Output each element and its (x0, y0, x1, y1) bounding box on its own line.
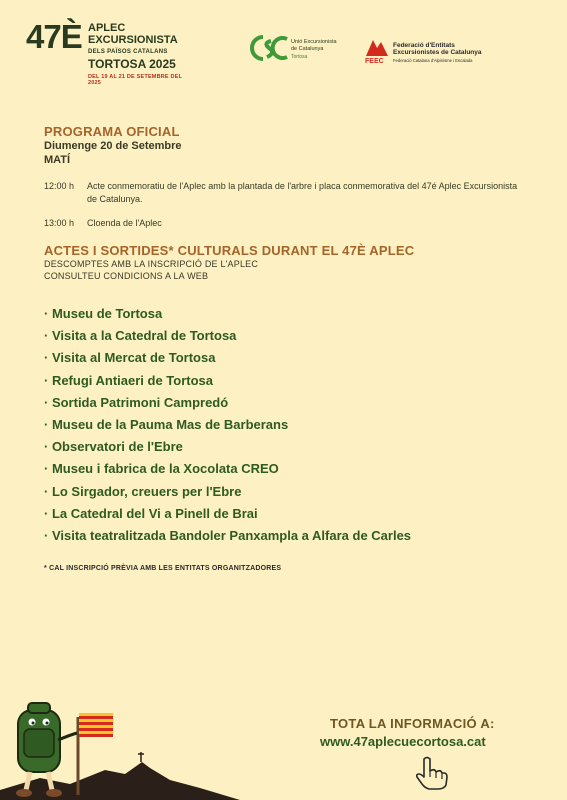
list-item: · Refugi Antiaeri de Tortosa (44, 372, 214, 388)
schedule-time-2: 13:00 h (44, 218, 75, 228)
program-period: MATÍ (44, 154, 71, 166)
program-date: Diumenge 20 de Setembre (44, 140, 182, 152)
list-item: · La Catedral del Vi a Pinell de Brai (44, 505, 258, 521)
feec-logo-text: Federació d'Entitats Excursionistes de Catalunya (393, 42, 482, 57)
feec-logo-subtitle: Federació Catalana d'Alpinisme i Escalada (393, 58, 473, 63)
cultural-title: ACTES I SORTIDES* CULTURALS DURANT EL 47È APLEC (44, 243, 415, 258)
schedule-time-1: 12:00 h (44, 181, 75, 191)
uec-logo-icon (249, 33, 289, 63)
uec-logo-text: Unió Excursionista de Catalunya (291, 39, 337, 52)
website-link[interactable]: www.47aplecuecortosa.cat (320, 734, 486, 749)
feec-acronym: FEEC (365, 58, 384, 64)
list-item: · Visita a la Catedral de Tortosa (44, 328, 237, 344)
uec-logo-city: Tortosa (291, 54, 308, 60)
aplec-logo-line4: TORTOSA 2025 (88, 57, 176, 71)
list-item: · Visita teatralitzada Bandoler Panxampla a Alfara de Carles (44, 527, 412, 543)
aplec-logo (26, 18, 196, 90)
list-item: · Museu de la Pauma Mas de Barberans (44, 416, 289, 432)
uec-logo (249, 33, 359, 65)
aplec-logo-number: 47È (26, 18, 82, 55)
aplec-logo-line2: EXCURSIONISTA (88, 34, 178, 46)
feec-logo (364, 36, 494, 68)
aplec-logo-dates: DEL 19 AL 21 DE SETEMBRE DEL 2025 (88, 74, 183, 86)
schedule-desc-2: Cloenda de l'Aplec (87, 218, 162, 228)
schedule-desc-1: Acte conmemoratiu de l'Aplec amb la plantada de l'arbre i placa conmemorativa del 47é Aplec Excursionista de Catalunya. (87, 181, 518, 204)
footnote: * CAL INSCRIPCIÓ PRÈVIA AMB LES ENTITATS ORGANITZADORES (44, 565, 282, 572)
program-title: PROGRAMA OFICIAL (44, 124, 180, 139)
cultural-note-conditions: CONSULTEU CONDICIONS A LA WEB (44, 271, 209, 281)
list-item: · Sortida Patrimoni Campredó (44, 394, 229, 410)
aplec-logo-line3: DELS PAÏSOS CATALANS (88, 49, 168, 55)
info-title: TOTA LA INFORMACIÓ A: (330, 716, 495, 731)
pointing-hand-icon (415, 755, 449, 791)
list-item: · Museu de Tortosa (44, 306, 163, 321)
list-item: · Museu i fabrica de la Xocolata CREO (44, 461, 279, 477)
cultural-note-discounts: DESCOMPTES AMB LA INSCRIPCIÓ DE L'APLEC (44, 259, 259, 269)
activities-list (44, 303, 411, 547)
list-item: · Observatori de l'Ebre (44, 439, 183, 455)
aplec-logo-line1: APLEC (88, 22, 126, 34)
backpack-mascot-icon (0, 695, 160, 800)
list-item: · Visita al Mercat de Tortosa (44, 350, 216, 366)
list-item: · Lo Sirgador, creuers per l'Ebre (44, 483, 242, 499)
feec-logo-icon (364, 36, 390, 64)
